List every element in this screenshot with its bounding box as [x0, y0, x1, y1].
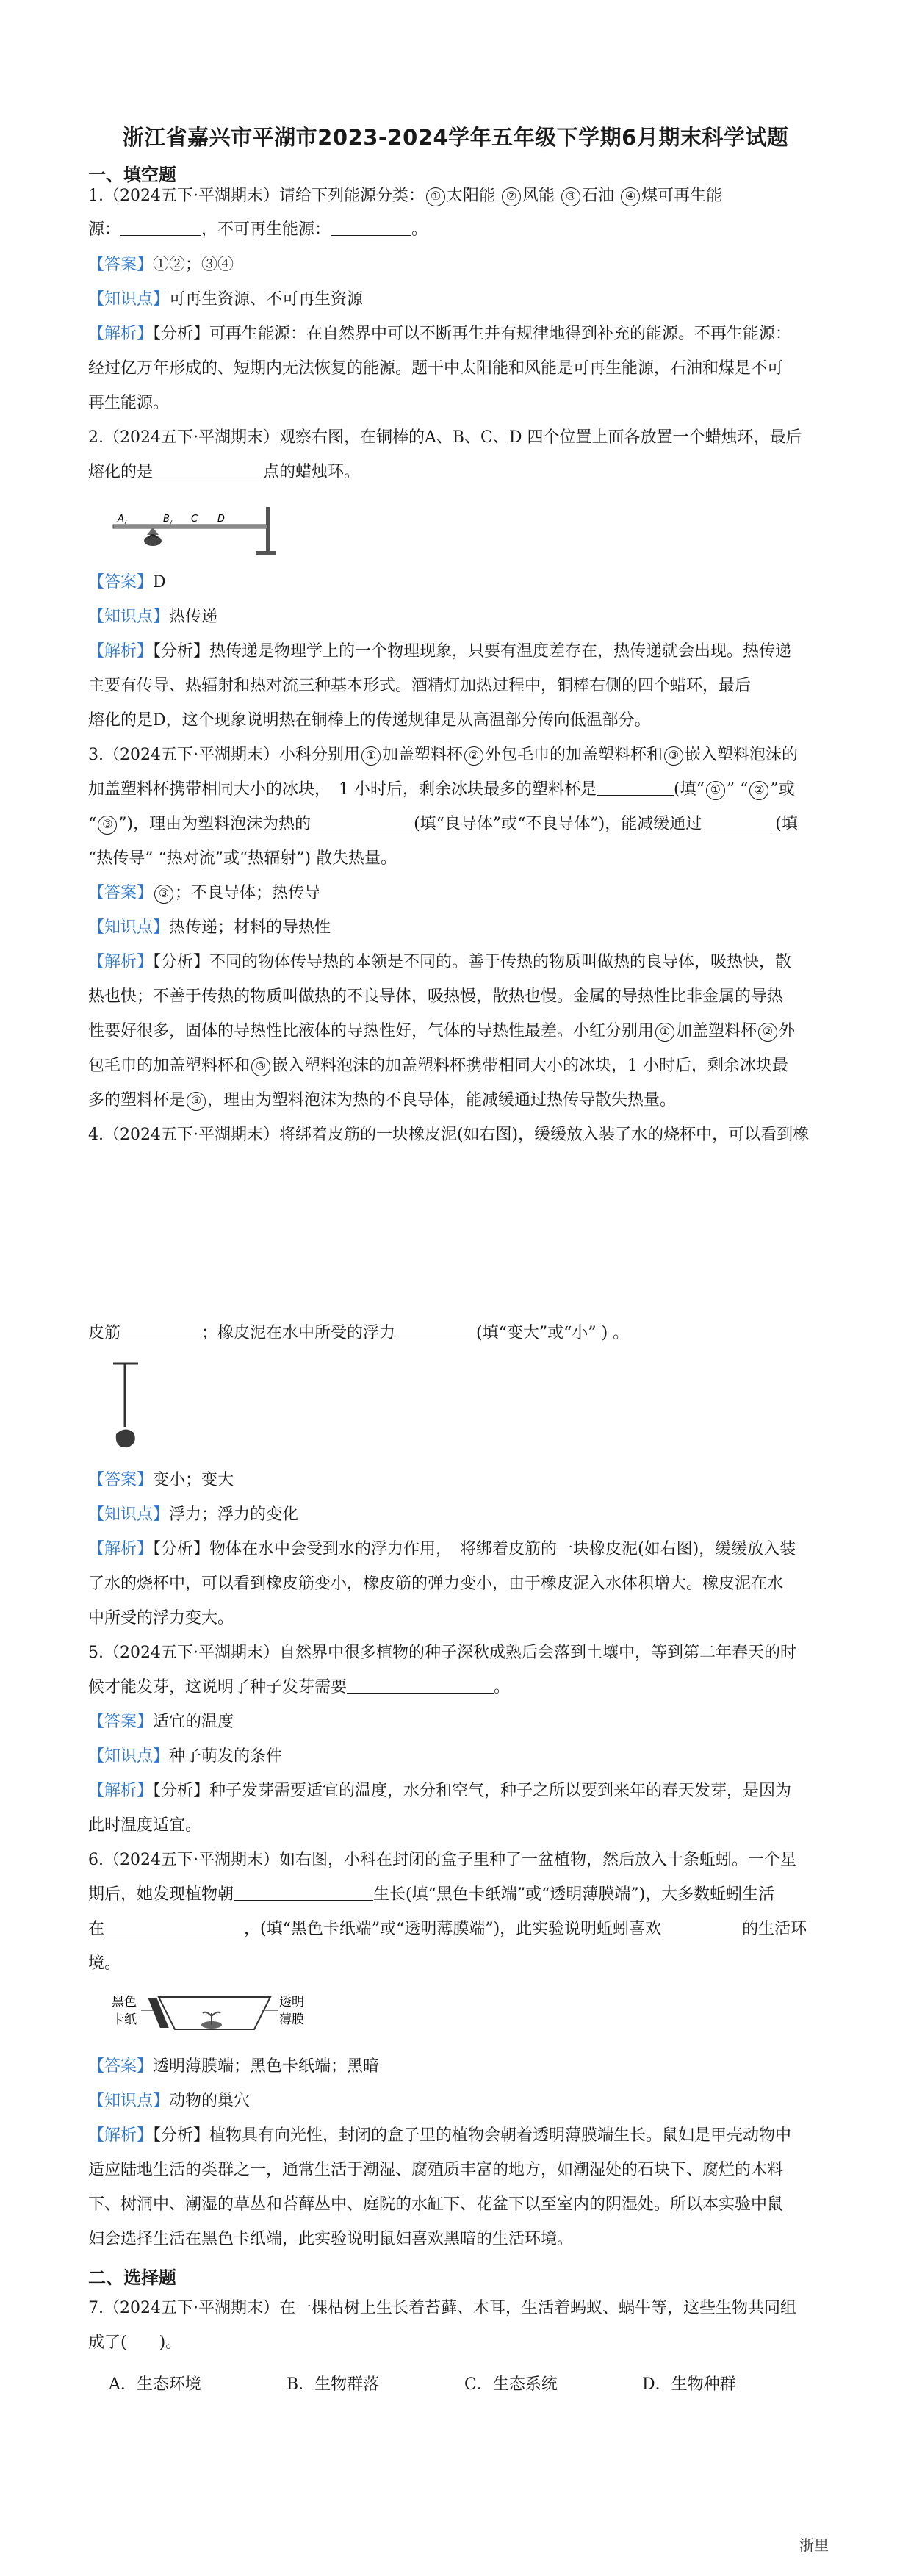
rubber-clay-figure — [109, 1361, 145, 1456]
q7-option-a[interactable]: A．生态环境 — [109, 2375, 201, 2394]
page-title: 浙江省嘉兴市平湖市2023-2024学年五年级下学期6月期末科学试题 — [122, 125, 789, 150]
q6-analysis-3: 下、树洞中、潮湿的草丛和苔藓丛中、庭院的水缸下、花盆下以至室内的阴湿处。所以本实验中鼠 — [88, 2195, 784, 2214]
fig-label-c: C — [191, 514, 198, 525]
q4-blank-2[interactable] — [395, 1323, 476, 1339]
copper-rod-figure — [110, 506, 279, 557]
q7-stem: 7.（2024五下·平湖期末）在一棵枯树上生长着苔藓、木耳，生活着蚂蚁、蜗牛等，这些生物共同组 — [88, 2299, 796, 2317]
q1-blank-1[interactable] — [120, 219, 201, 236]
q1-analysis-3: 再生能源。 — [88, 394, 170, 412]
fig-label-b: B — [163, 514, 170, 525]
q4-blank-1[interactable] — [120, 1323, 201, 1339]
q2-stem-line2: 熔化的是 点的蜡烛环。 — [88, 463, 361, 481]
q1-answer: 【答案】①②；③④ — [88, 256, 234, 274]
q6-analysis-4: 妇会选择生活在黑色卡纸端，此实验说明鼠妇喜欢黑暗的生活环境。 — [88, 2230, 574, 2248]
fig-label-a: A — [118, 514, 124, 525]
fig-label-transparent-film: 透明 — [279, 1995, 304, 2010]
q1-analysis: 【解析】【分析】可再生能源：在自然界中可以不断再生并有规律地得到补充的能源。不再生能源： — [88, 325, 792, 343]
q5-blank[interactable] — [347, 1677, 494, 1694]
q6-stem-line3: 在 ，(填“黑色卡纸端”或“透明薄膜端”)，此实验说明蚯蚓喜欢 的生活环 — [88, 1920, 807, 1938]
q2-analysis-2: 主要有传导、热辐射和热对流三种基本形式。酒精灯加热过程中，铜棒右侧的四个蜡环，最后 — [88, 677, 752, 695]
fig-label-black-card-2: 卡纸 — [112, 2012, 137, 2027]
q7-option-b[interactable]: B．生物群落 — [287, 2375, 380, 2394]
fig-label-d: D — [217, 514, 226, 525]
q3-blank-1[interactable] — [597, 779, 674, 796]
q1-stem-line2: 源： ，不可再生能源： 。 — [88, 220, 428, 239]
q6-blank-3[interactable] — [661, 1918, 742, 1935]
q5-analysis-2: 此时温度适宜。 — [88, 1816, 202, 1835]
fig-label-black-card: 黑色 — [112, 1995, 137, 2010]
q2-stem: 2.（2024五下·平湖期末）观察右图，在铜棒的A、B、C、D 四个位置上面各放置一个蜡烛环，最后 — [88, 428, 802, 447]
q4-analysis: 【解析】【分析】物体在水中会受到水的浮力作用， 将绑着皮筋的一块橡皮泥(如右图)，缓缓放入装 — [88, 1540, 796, 1558]
q2-blank[interactable] — [153, 461, 263, 478]
q5-analysis: 【解析】【分析】种子发芽需要适宜的温度，水分和空气，种子之所以要到来年的春天发芽，是因为 — [88, 1782, 792, 1800]
q3-analysis-4: 包毛巾的加盖塑料杯和 ③ 嵌入塑料泡沫的加盖塑料杯携带相同大小的冰块，1 小时后，剩余冰块最 — [88, 1057, 789, 1075]
q7-option-d[interactable]: D．生物种群 — [642, 2375, 736, 2394]
q6-analysis: 【解析】【分析】植物具有向光性，封闭的盒子里的植物会朝着透明薄膜端生长。鼠妇是甲壳动物中 — [88, 2126, 792, 2145]
fig-label-transparent-film-2: 薄膜 — [279, 2012, 304, 2027]
q5-answer: 【答案】适宜的温度 — [88, 1713, 234, 1731]
q1-analysis-2: 经过亿万年形成的、短期内无法恢复的能源。题干中太阳能和风能是可再生能源，石油和煤是不可 — [88, 359, 784, 378]
q3-analysis: 【解析】【分析】不同的物体传导热的本领是不同的。善于传热的物质叫做热的良导体，吸热快，散 — [88, 953, 792, 971]
q4-stem: 4.（2024五下·平湖期末）将绑着皮筋的一块橡皮泥(如右图)，缓缓放入装了水的烧杯中，可以看到橡 — [88, 1126, 810, 1144]
q4-stem-line2: 皮筋 ；橡皮泥在水中所受的浮力 (填“变大”或“小” ) 。 — [88, 1324, 630, 1342]
q2-analysis-3: 熔化的是D，这个现象说明热在铜棒上的传递规律是从高温部分传向低温部分。 — [88, 711, 651, 730]
q4-analysis-2: 了水的烧杯中，可以看到橡皮筋变小，橡皮筋的弹力变小，由于橡皮泥入水体积增大。橡皮泥在水 — [88, 1575, 784, 1593]
q3-knowledge-point: 【知识点】热传递；材料的导热性 — [88, 918, 331, 937]
q4-knowledge-point: 【知识点】浮力；浮力的变化 — [88, 1505, 299, 1524]
q3-analysis-3: 性要好很多，固体的导热性比液体的导热性好，气体的导热性最差。小红分别用 ① 加盖塑料杯 ② 外 — [88, 1022, 796, 1040]
q3-stem: 3.（2024五下·平湖期末）小科分别用 ① 加盖塑料杯 ② 外包毛巾的加盖塑料杯和 ③ 嵌入塑料泡沫的 — [88, 746, 799, 764]
q6-blank-1[interactable] — [234, 1884, 373, 1901]
q1-blank-2[interactable] — [331, 219, 411, 236]
q5-stem: 5.（2024五下·平湖期末）自然界中很多植物的种子深秋成熟后会落到土壤中，等到第二年春天的时 — [88, 1644, 796, 1662]
q3-blank-2[interactable] — [311, 813, 414, 830]
q5-stem-line2: 候才能发芽，这说明了种子发芽需要 。 — [88, 1678, 511, 1697]
q6-analysis-2: 适应陆地生活的类群之一，通常生活于潮湿、腐殖质丰富的地方，如潮湿处的石块下、腐烂的木料 — [88, 2161, 784, 2179]
q6-stem-line2: 期后，她发现植物朝 生长(填“黑色卡纸端”或“透明薄膜端”)，大多数蚯蚓生活 — [88, 1885, 775, 1904]
section-choice-heading: 二、选择题 — [88, 2267, 176, 2288]
q6-knowledge-point: 【知识点】动物的巢穴 — [88, 2092, 251, 2110]
section-fill-heading: 一、填空题 — [88, 165, 176, 185]
q6-answer: 【答案】透明薄膜端；黑色卡纸端；黑暗 — [88, 2057, 380, 2076]
q3-analysis-2: 热也快；不善于传热的物质叫做热的不良导体，吸热慢，散热也慢。金属的导热性比非金属的导热 — [88, 987, 784, 1006]
q1-knowledge-point: 【知识点】可再生资源、不可再生资源 — [88, 290, 364, 309]
q4-analysis-3: 中所受的浮力变大。 — [88, 1609, 234, 1627]
q3-blank-3[interactable] — [702, 813, 775, 830]
q4-answer: 【答案】变小；变大 — [88, 1471, 234, 1489]
q7-stem-line2: 成了( )。 — [88, 2334, 182, 2352]
q5-knowledge-point: 【知识点】种子萌发的条件 — [88, 1747, 283, 1766]
q3-stem-line2: 加盖塑料杯携带相同大小的冰块， 1 小时后，剩余冰块最多的塑料杯是 (填“ ① ” “ ② ”或 — [88, 780, 795, 799]
q3-stem-line3: “ ③ ”)，理由为塑料泡沫为热的 (填“良导体”或“不良导体”)，能减缓通过 (填 — [88, 815, 798, 833]
q2-answer: 【答案】D — [88, 573, 166, 591]
q6-blank-2[interactable] — [104, 1918, 244, 1935]
q3-answer: 【答案】 ③ ；不良导体；热传导 — [88, 884, 321, 902]
q2-analysis: 【解析】【分析】热传递是物理学上的一个物理现象，只要有温度差存在，热传递就会出现。热传递 — [88, 642, 792, 661]
q1-stem: 1.（2024五下·平湖期末）请给下列能源分类： ① 太阳能 ② 风能 ③ 石油 ④ 煤可再生能 — [88, 187, 723, 205]
q3-stem-line4: “热传导” “热对流”或“热辐射”) 散失热量。 — [88, 849, 397, 868]
sealed-box-figure — [110, 1988, 309, 2040]
q6-stem: 6.（2024五下·平湖期末）如右图，小科在封闭的盒子里种了一盆植物，然后放入十条蚯蚓。一个星 — [88, 1851, 796, 1869]
q7-option-c[interactable]: C．生态系统 — [464, 2375, 558, 2394]
q3-analysis-5: 多的塑料杯是 ③ ，理由为塑料泡沫为热的不良导体，能减缓通过热传导散失热量。 — [88, 1091, 677, 1109]
q2-knowledge-point: 【知识点】热传递 — [88, 608, 218, 626]
page-footer: 浙里 — [799, 2536, 829, 2554]
q6-stem-line4: 境。 — [88, 1954, 121, 1973]
